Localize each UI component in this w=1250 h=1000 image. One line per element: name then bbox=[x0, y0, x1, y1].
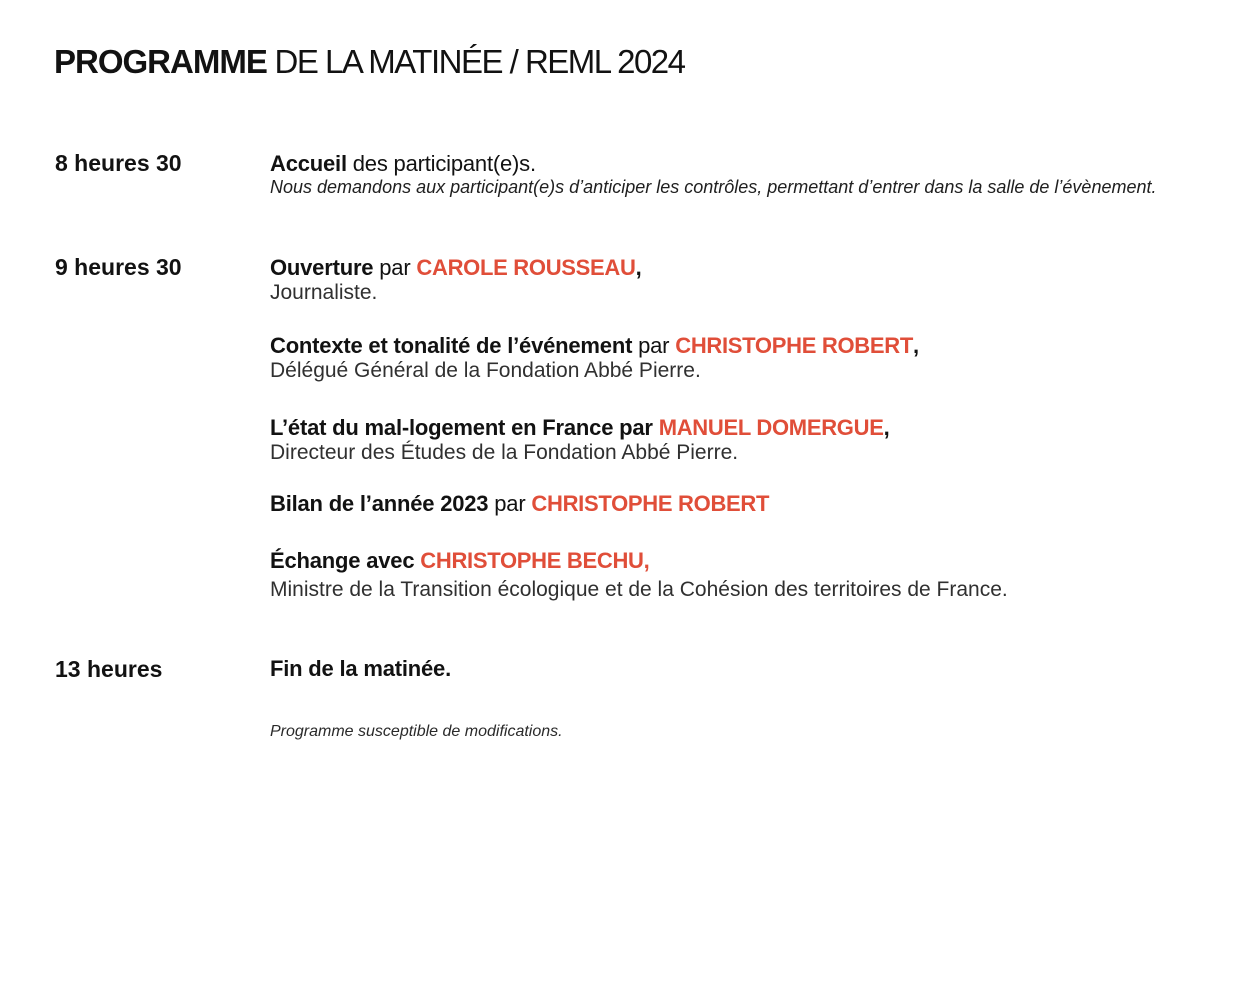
session-ouverture-comma: , bbox=[635, 255, 642, 280]
session-etat-title bbox=[270, 414, 890, 441]
session-echange-label: Échange avec bbox=[270, 548, 421, 573]
session-accueil-detail: des participant(e)s. bbox=[346, 151, 536, 176]
title-programme: PROGRAMME bbox=[54, 43, 267, 80]
session-ouverture-par: par bbox=[373, 255, 417, 280]
session-time-8h30: 8 heures 30 bbox=[55, 150, 182, 176]
session-bilan-label: Bilan de l’année 2023 bbox=[270, 491, 489, 516]
speaker-christophe-robert: CHRISTOPHE ROBERT bbox=[675, 333, 913, 358]
session-etat-label: L’état du mal-logement en France par bbox=[270, 415, 659, 440]
speaker-manuel-domergue-role: Directeur des Études de la Fondation Abbé Pierre. bbox=[270, 441, 739, 464]
speaker-carole-rousseau: CAROLE ROUSSEAU bbox=[416, 255, 636, 280]
session-accueil-title bbox=[270, 150, 536, 177]
speaker-manuel-domergue: MANUEL DOMERGUE bbox=[658, 415, 884, 440]
session-bilan-par: par bbox=[488, 491, 532, 516]
session-fin-title bbox=[270, 655, 451, 682]
page-title bbox=[54, 42, 685, 82]
speaker-carole-rousseau-role: Journaliste. bbox=[270, 281, 378, 304]
session-contexte-title bbox=[270, 332, 919, 359]
session-etat-comma: , bbox=[883, 415, 890, 440]
session-ouverture-title bbox=[270, 254, 642, 281]
session-accueil-label: Accueil bbox=[270, 151, 347, 176]
speaker-christophe-bechu-role: Ministre de la Transition écologique et de la Cohésion des territoires de France. bbox=[270, 578, 1008, 601]
session-time-9h30: 9 heures 30 bbox=[55, 254, 182, 280]
speaker-christophe-robert-role: Délégué Général de la Fondation Abbé Pierre. bbox=[270, 359, 701, 382]
session-accueil-note: Nous demandons aux participant(e)s d’anticiper les contrôles, permettant d’entrer dans la salle de l’évènement. bbox=[270, 177, 1157, 197]
footer-disclaimer: Programme susceptible de modifications. bbox=[270, 723, 563, 740]
speaker-christophe-bechu: CHRISTOPHE BECHU, bbox=[420, 548, 650, 573]
title-subject: DE LA MATINÉE / REML 2024 bbox=[266, 43, 685, 80]
speaker-christophe-robert-2: CHRISTOPHE ROBERT bbox=[531, 491, 770, 516]
session-bilan-title bbox=[270, 490, 769, 517]
session-contexte-par: par bbox=[632, 333, 676, 358]
session-echange-title bbox=[270, 547, 649, 574]
session-time-13h: 13 heures bbox=[55, 656, 163, 682]
session-fin-label: Fin de la matinée. bbox=[270, 656, 452, 681]
session-contexte-comma: , bbox=[912, 333, 919, 358]
session-ouverture-label: Ouverture bbox=[270, 255, 374, 280]
session-contexte-label: Contexte et tonalité de l’événement bbox=[270, 333, 633, 358]
